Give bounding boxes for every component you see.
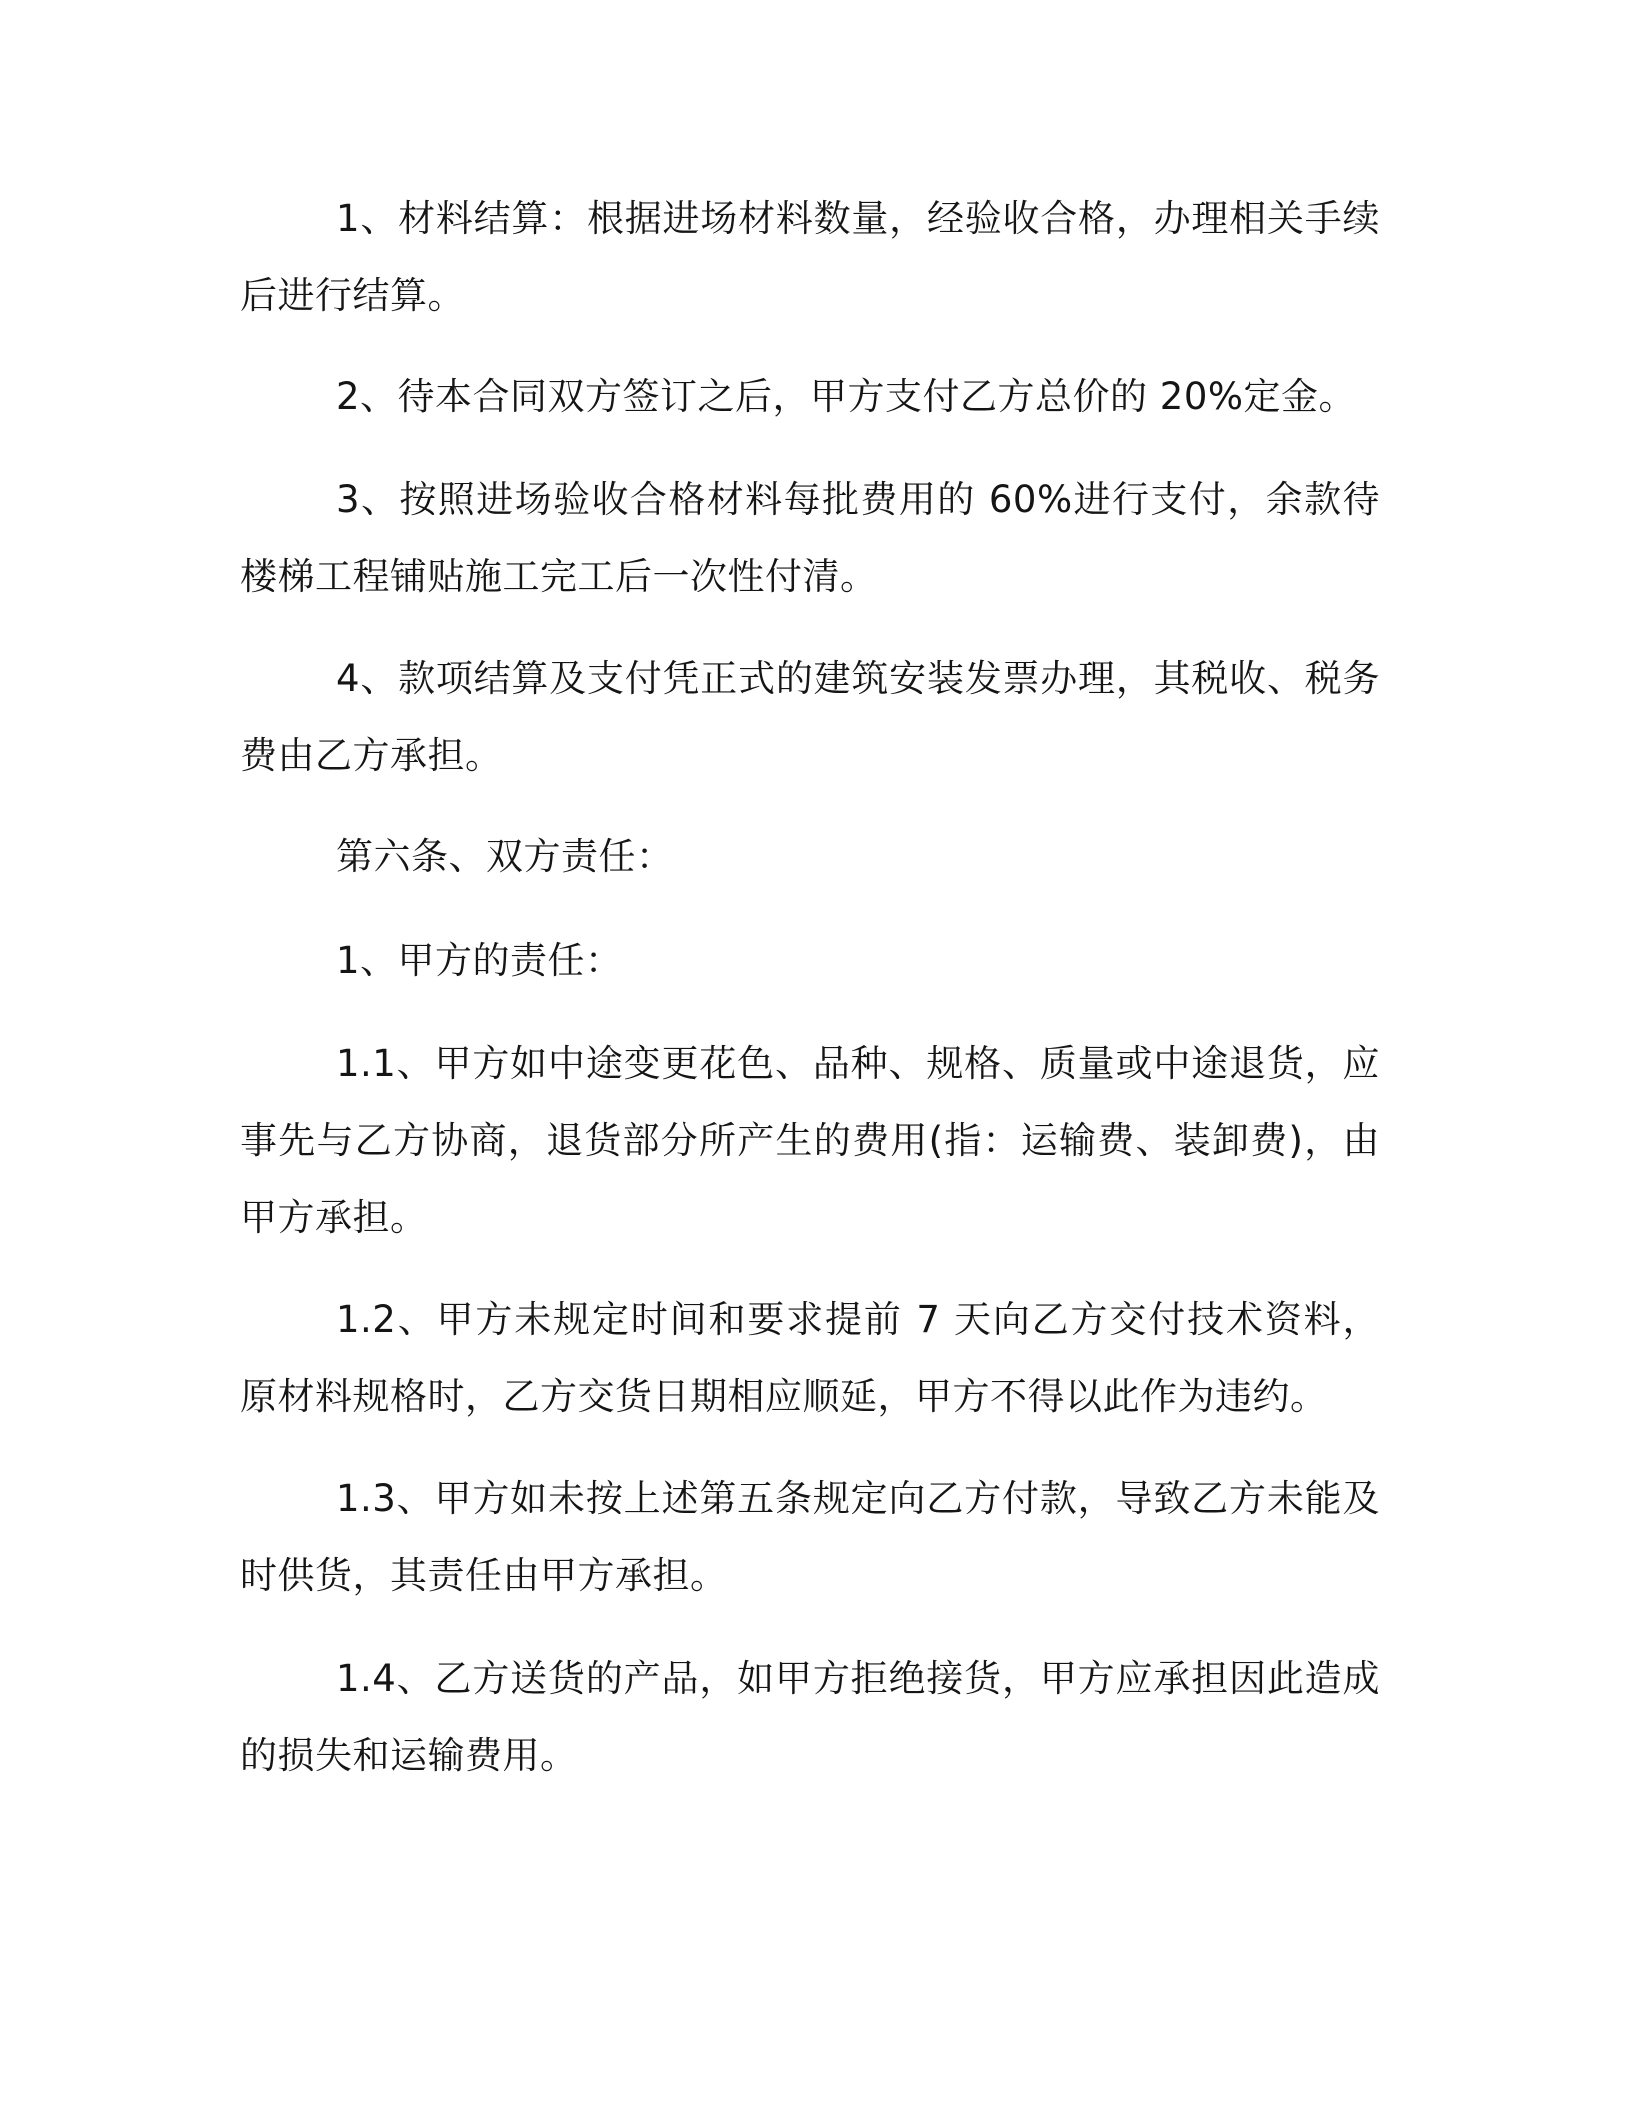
clause-1-1: 1.1、甲方如中途变更花色、品种、规格、质量或中途退货，应事先与乙方协商，退货部分所产生的费用(指：运输费、装卸费)，由甲方承担。 [240,1042,1380,1239]
subheading-party-a-responsibility: 1、甲方的责任： [336,939,623,982]
paragraph-settlement-materials: 1、材料结算：根据进场材料数量，经验收合格，办理相关手续后进行结算。 [240,197,1380,317]
paragraph-invoice-tax: 4、款项结算及支付凭正式的建筑安装发票办理，其税收、税务费由乙方承担。 [240,657,1380,777]
clause-1-3: 1.3、甲方如未按上述第五条规定向乙方付款，导致乙方未能及时供货，其责任由甲方承担。 [240,1477,1380,1597]
clause-1-2: 1.2、甲方未规定时间和要求提前 7 天向乙方交付技术资料，原材料规格时，乙方交货日期相应顺延，甲方不得以此作为违约。 [240,1298,1380,1418]
section-heading-responsibilities: 第六条、双方责任： [336,835,674,878]
paragraph-deposit: 2、待本合同双方签订之后，甲方支付乙方总价的 20%定金。 [336,375,1357,418]
clause-1-4: 1.4、乙方送货的产品，如甲方拒绝接货，甲方应承担因此造成的损失和运输费用。 [240,1657,1380,1777]
paragraph-batch-payment: 3、按照进场验收合格材料每批费用的 60%进行支付，余款待楼梯工程铺贴施工完工后一次性付清。 [240,478,1380,598]
